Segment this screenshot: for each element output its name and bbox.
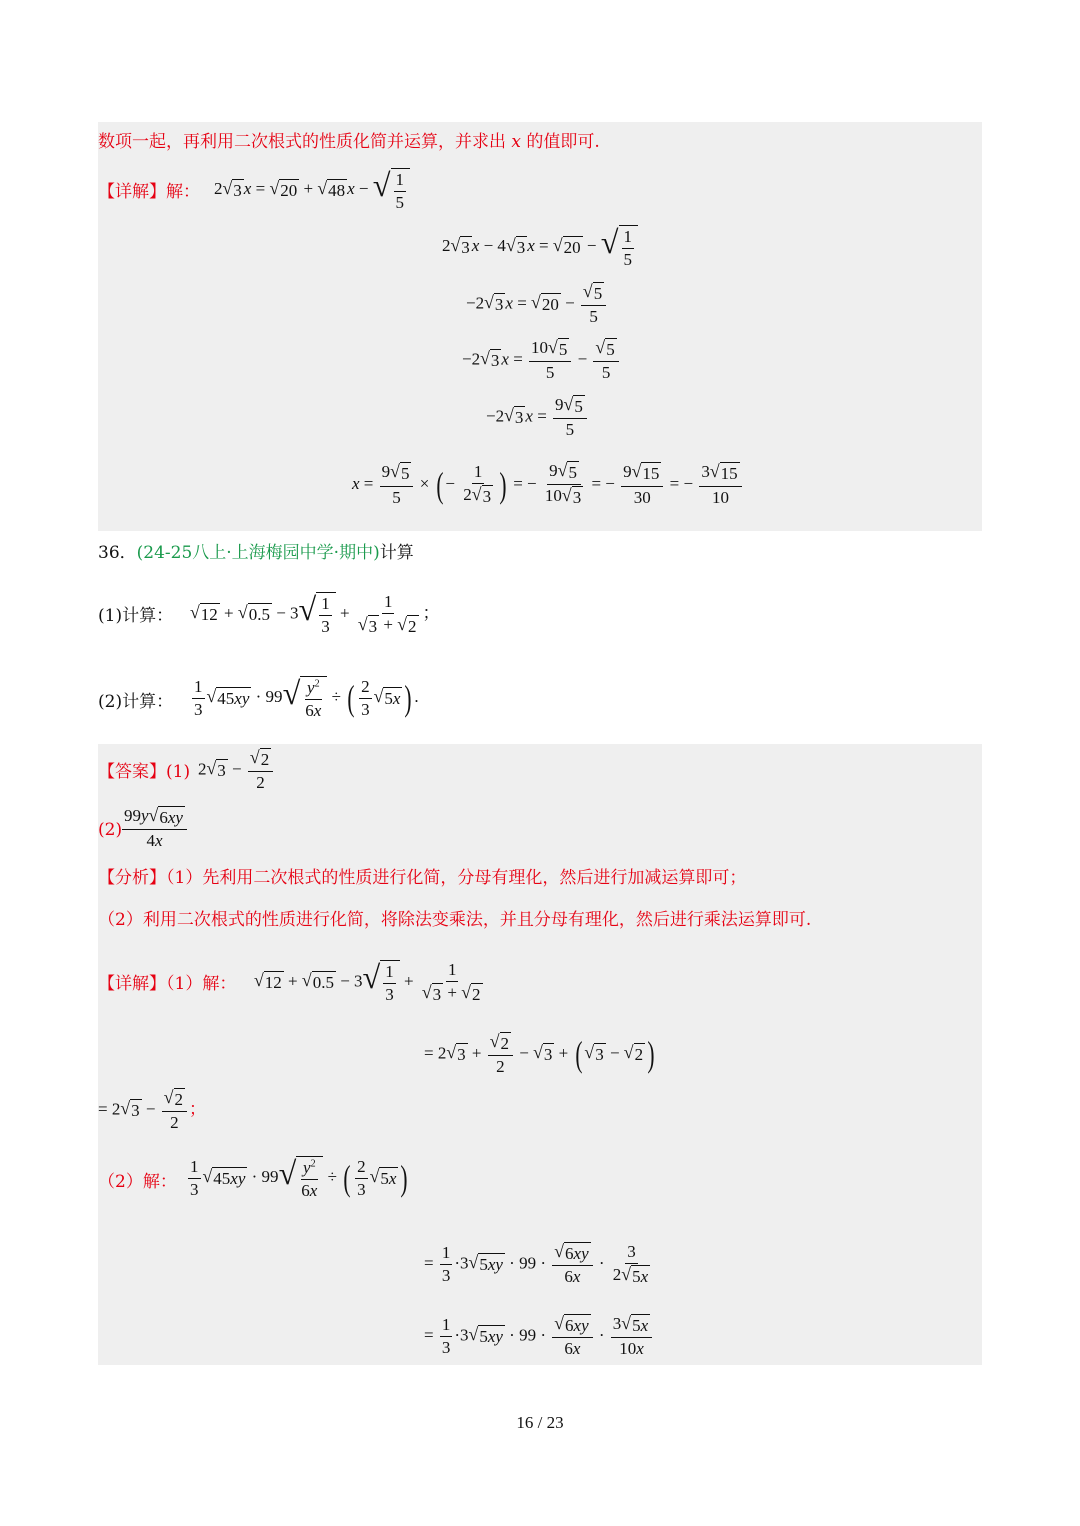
equation-35-result: x = 9 √ 5 5 × ( − 1 2 √ 3 ) = − 9 √ 5 10 √ 3 = − 9 √ 15 30 = − 3 √ 15 10: [352, 461, 744, 509]
answer-part2-label: (2): [98, 820, 123, 840]
detail2-part1-expr: √ 12 + √ 0.5 − 3 √ $\frac{1}{3}$ + 1 √ 3 + √ 2: [254, 959, 481, 1004]
equation-35-step2: 2 √ 3 x − 4 √ 3 x = √ 20 − √ $\frac{1}{5}$: [442, 225, 638, 269]
page-number: 16 / 23: [516, 1413, 564, 1432]
answer-part1-expr: 2 √ 3 − √ 2 2: [198, 748, 275, 793]
detail2-part2-step2: = $\frac{1}{3}$ ·3 √ 5xy · 99 · √ 6xy 6x · 3 2 √ 5x: [424, 1241, 649, 1287]
detail2-part2-expr: $\frac{1}{3}$ √ 45xy · 99 √ $\frac{y^2}{6x}$ ÷ ( $\frac{2}{3}$ √ 5x ): [190, 1155, 408, 1200]
analysis-line2: （2）利用二次根式的性质进行化简，将除法变乘法，并且分母有理化，然后进行乘法运算即可.: [98, 910, 812, 930]
detail2-part2-label: （2）解：: [98, 1172, 177, 1192]
question-36-part2-label: (2)计算：: [98, 692, 174, 712]
answer-part2-expr: 99y √ 6xy 4x: [120, 806, 189, 851]
answer-label: 【答案】(1): [98, 762, 191, 782]
question-36-part1-expr: √ 12 + √ 0.5 − 3 √ $\frac{1}{3}$ + 1 √ 3 + √ 2 ；: [190, 591, 440, 636]
analysis-continuation: 数项一起，再利用二次根式的性质化简并运算，并求出 x 的值即可.: [98, 132, 600, 152]
question-source: (24-25八上·上海梅园中学·期中): [136, 543, 380, 563]
detail2-part1-label: 【详解】（1）解：: [98, 974, 237, 994]
question-36-part2-expr: $\frac{1}{3}$ √ 45xy · 99 √ $\frac{y^2}{6x}$ ÷ ( $\frac{2}{3}$ √ 5x ) .: [194, 675, 419, 720]
detail2-part1-step2: = 2 √ 3 + √ 2 2 − √ 3 + ( √ 3 − √ 2 ): [424, 1031, 655, 1077]
detail2-part2-step3: = $\frac{1}{3}$ ·3 √ 5xy · 99 · √ 6xy 6x · 3 √ 5x 10x: [424, 1314, 654, 1359]
analysis-line1: 【分析】（1）先利用二次根式的性质进行化简，分母有理化，然后进行加减运算即可；: [98, 868, 747, 888]
detail2-part1-result: = 2 √ 3 − √ 2 2 ；: [98, 1087, 207, 1133]
equation-35-step4: −2 √ 3 x = 10 √ 5 5 − √ 5 5: [462, 338, 621, 383]
question-36-header: 36．(24-25八上·上海梅园中学·期中)计算: [98, 543, 414, 563]
equation-35-step5: −2 √ 3 x = 9 √ 5 5: [486, 395, 589, 440]
question-36-part1-label: (1)计算：: [98, 606, 174, 626]
equation-35-step3: −2 √ 3 x = √ 20 − √ 5 5: [466, 282, 608, 327]
equation-35-step1: 2 √ 3 x = √ 20 + √ 48 x − √ $\frac{1}{5}$: [214, 168, 410, 212]
analysis-text: 数项一起，再利用二次根式的性质化简并运算，并求出: [98, 132, 506, 152]
detail-label-35: 【详解】解：: [98, 182, 200, 202]
